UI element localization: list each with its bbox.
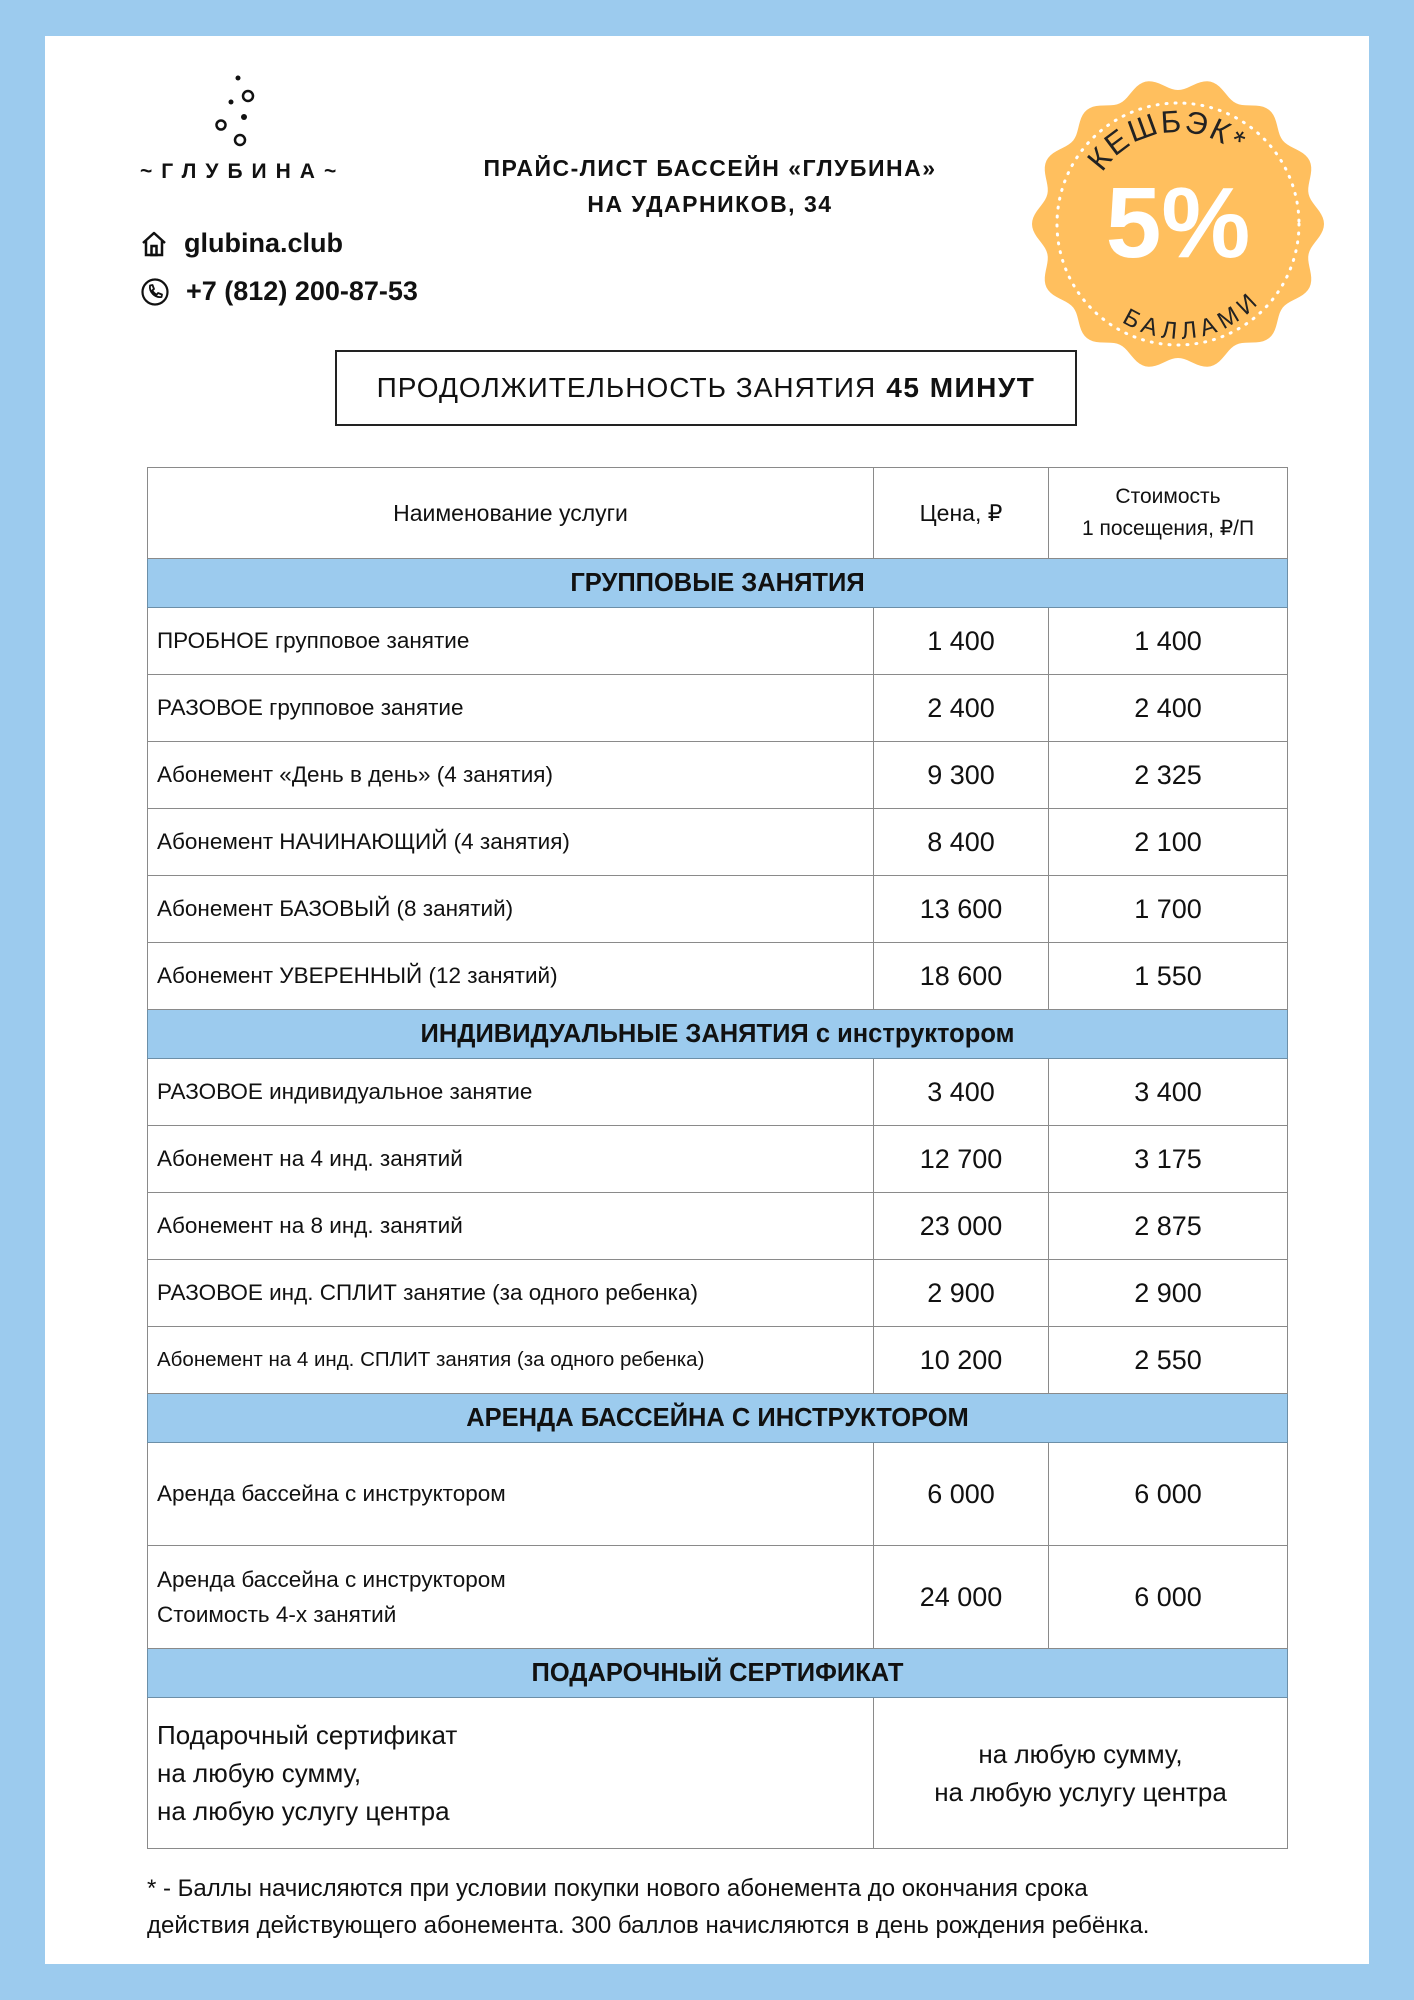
service-name: РАЗОВОЕ групповое занятие bbox=[148, 675, 874, 742]
table-row bbox=[148, 608, 1288, 675]
section-header bbox=[148, 1010, 1288, 1059]
site-text: glubina.club bbox=[184, 228, 343, 258]
visit-cost-cell: 2 325 bbox=[1049, 742, 1288, 809]
price-cell: 6 000 bbox=[874, 1443, 1049, 1546]
title-line-1: ПРАЙС-ЛИСТ БАССЕЙН «ГЛУБИНА» bbox=[483, 155, 937, 181]
service-name bbox=[148, 1546, 874, 1649]
col-header-name: Наименование услуги bbox=[148, 468, 874, 559]
visit-cost-cell: 6 000 bbox=[1049, 1546, 1288, 1649]
col-header-price: Цена, ₽ bbox=[874, 468, 1049, 559]
home-icon bbox=[140, 230, 168, 258]
visit-cost-cell: 6 000 bbox=[1049, 1443, 1288, 1546]
price-cell: 2 900 bbox=[874, 1260, 1049, 1327]
visit-cost-cell: 3 175 bbox=[1049, 1126, 1288, 1193]
table-header-row bbox=[148, 468, 1288, 559]
logo-wordmark: ~ГЛУБИНА~ bbox=[140, 160, 346, 183]
visit-cost-cell: 2 100 bbox=[1049, 809, 1288, 876]
footnote-line-1: * - Баллы начисляются при условии покупки нового абонемента до окончания срока bbox=[147, 1875, 1088, 1902]
price-cell: 18 600 bbox=[874, 943, 1049, 1010]
section-header bbox=[148, 559, 1288, 608]
gift-name-line: на любую сумму, bbox=[157, 1758, 362, 1788]
price-cell: 23 000 bbox=[874, 1193, 1049, 1260]
price-cell: 1 400 bbox=[874, 608, 1049, 675]
page-title bbox=[420, 150, 1000, 222]
table-row bbox=[148, 1443, 1288, 1546]
visit-cost-cell: 1 700 bbox=[1049, 876, 1288, 943]
title-line-2: НА УДАРНИКОВ, 34 bbox=[587, 191, 833, 217]
service-name: Абонемент на 4 инд. СПЛИТ занятия (за одного ребенка) bbox=[148, 1327, 874, 1394]
price-cell: 10 200 bbox=[874, 1327, 1049, 1394]
badge-percent: 5% bbox=[1105, 167, 1251, 279]
table-row bbox=[148, 1327, 1288, 1394]
price-cell: 12 700 bbox=[874, 1126, 1049, 1193]
table-row bbox=[148, 809, 1288, 876]
price-cell: 24 000 bbox=[874, 1546, 1049, 1649]
table-row bbox=[148, 675, 1288, 742]
duration-label: ПРОДОЛЖИТЕЛЬНОСТЬ ЗАНЯТИЯ bbox=[376, 372, 877, 403]
col-header-visit-line1: Стоимость bbox=[1115, 485, 1221, 508]
table-row bbox=[148, 742, 1288, 809]
gift-name-line: Подарочный сертификат bbox=[157, 1720, 458, 1750]
price-cell: 3 400 bbox=[874, 1059, 1049, 1126]
table-row bbox=[148, 1260, 1288, 1327]
service-name: Абонемент «День в день» (4 занятия) bbox=[148, 742, 874, 809]
section-title: ПОДАРОЧНЫЙ СЕРТИФИКАТ bbox=[148, 1649, 1288, 1698]
service-name: Абонемент НАЧИНАЮЩИЙ (4 занятия) bbox=[148, 809, 874, 876]
gift-value-line: на любую сумму, bbox=[978, 1739, 1183, 1769]
footnote-line-2: действия действующего абонемента. 300 баллов начисляются в день рождения ребёнка. bbox=[147, 1912, 1150, 1939]
table-row bbox=[148, 876, 1288, 943]
service-name: Абонемент на 4 инд. занятий bbox=[148, 1126, 874, 1193]
badge-top-text: КЕШБЭК* bbox=[1080, 103, 1254, 178]
section-title: ГРУППОВЫЕ ЗАНЯТИЯ bbox=[148, 559, 1288, 608]
price-table bbox=[147, 467, 1288, 1849]
phone-icon bbox=[140, 277, 170, 307]
service-name: РАЗОВОЕ индивидуальное занятие bbox=[148, 1059, 874, 1126]
table-row bbox=[148, 1126, 1288, 1193]
section-title: ИНДИВИДУАЛЬНЫЕ ЗАНЯТИЯ с инструктором bbox=[148, 1010, 1288, 1059]
service-name: Аренда бассейна с инструктором bbox=[148, 1443, 874, 1546]
service-name: Абонемент УВЕРЕННЫЙ (12 занятий) bbox=[148, 943, 874, 1010]
visit-cost-cell: 2 400 bbox=[1049, 675, 1288, 742]
col-header-visit bbox=[1049, 468, 1288, 559]
gift-name-line: на любую услугу центра bbox=[157, 1796, 450, 1826]
phone-link[interactable] bbox=[140, 276, 418, 307]
price-cell: 13 600 bbox=[874, 876, 1049, 943]
visit-cost-cell: 2 900 bbox=[1049, 1260, 1288, 1327]
site-link[interactable] bbox=[140, 228, 343, 259]
service-name: РАЗОВОЕ инд. СПЛИТ занятие (за одного ребенка) bbox=[148, 1260, 874, 1327]
gift-name bbox=[148, 1698, 874, 1849]
service-name-line1: Аренда бассейна с инструктором bbox=[157, 1567, 506, 1592]
service-name: Абонемент на 8 инд. занятий bbox=[148, 1193, 874, 1260]
phone-text: +7 (812) 200-87-53 bbox=[186, 276, 418, 306]
price-cell: 9 300 bbox=[874, 742, 1049, 809]
gift-value bbox=[874, 1698, 1288, 1849]
table-row bbox=[148, 1193, 1288, 1260]
col-header-visit-line2: 1 посещения, ₽/П bbox=[1081, 517, 1255, 540]
badge-bottom-text: БАЛЛАМИ bbox=[1118, 287, 1264, 346]
service-name: ПРОБНОЕ групповое занятие bbox=[148, 608, 874, 675]
service-name-line2: Стоимость 4-х занятий bbox=[157, 1602, 397, 1627]
table-row bbox=[148, 943, 1288, 1010]
section-title: АРЕНДА БАССЕЙНА С ИНСТРУКТОРОМ bbox=[148, 1394, 1288, 1443]
duration-box bbox=[335, 350, 1077, 426]
cashback-badge bbox=[1026, 72, 1330, 376]
visit-cost-cell: 3 400 bbox=[1049, 1059, 1288, 1126]
price-cell: 8 400 bbox=[874, 809, 1049, 876]
section-header bbox=[148, 1649, 1288, 1698]
service-name: Абонемент БАЗОВЫЙ (8 занятий) bbox=[148, 876, 874, 943]
table-row bbox=[148, 1059, 1288, 1126]
gift-value-line: на любую услугу центра bbox=[934, 1777, 1227, 1807]
table-row bbox=[148, 1698, 1288, 1849]
visit-cost-cell: 1 400 bbox=[1049, 608, 1288, 675]
table-row bbox=[148, 1546, 1288, 1649]
duration-value: 45 МИНУТ bbox=[886, 372, 1036, 403]
section-header bbox=[148, 1394, 1288, 1443]
visit-cost-cell: 2 550 bbox=[1049, 1327, 1288, 1394]
price-cell: 2 400 bbox=[874, 675, 1049, 742]
visit-cost-cell: 1 550 bbox=[1049, 943, 1288, 1010]
visit-cost-cell: 2 875 bbox=[1049, 1193, 1288, 1260]
footnote bbox=[147, 1870, 1307, 1944]
